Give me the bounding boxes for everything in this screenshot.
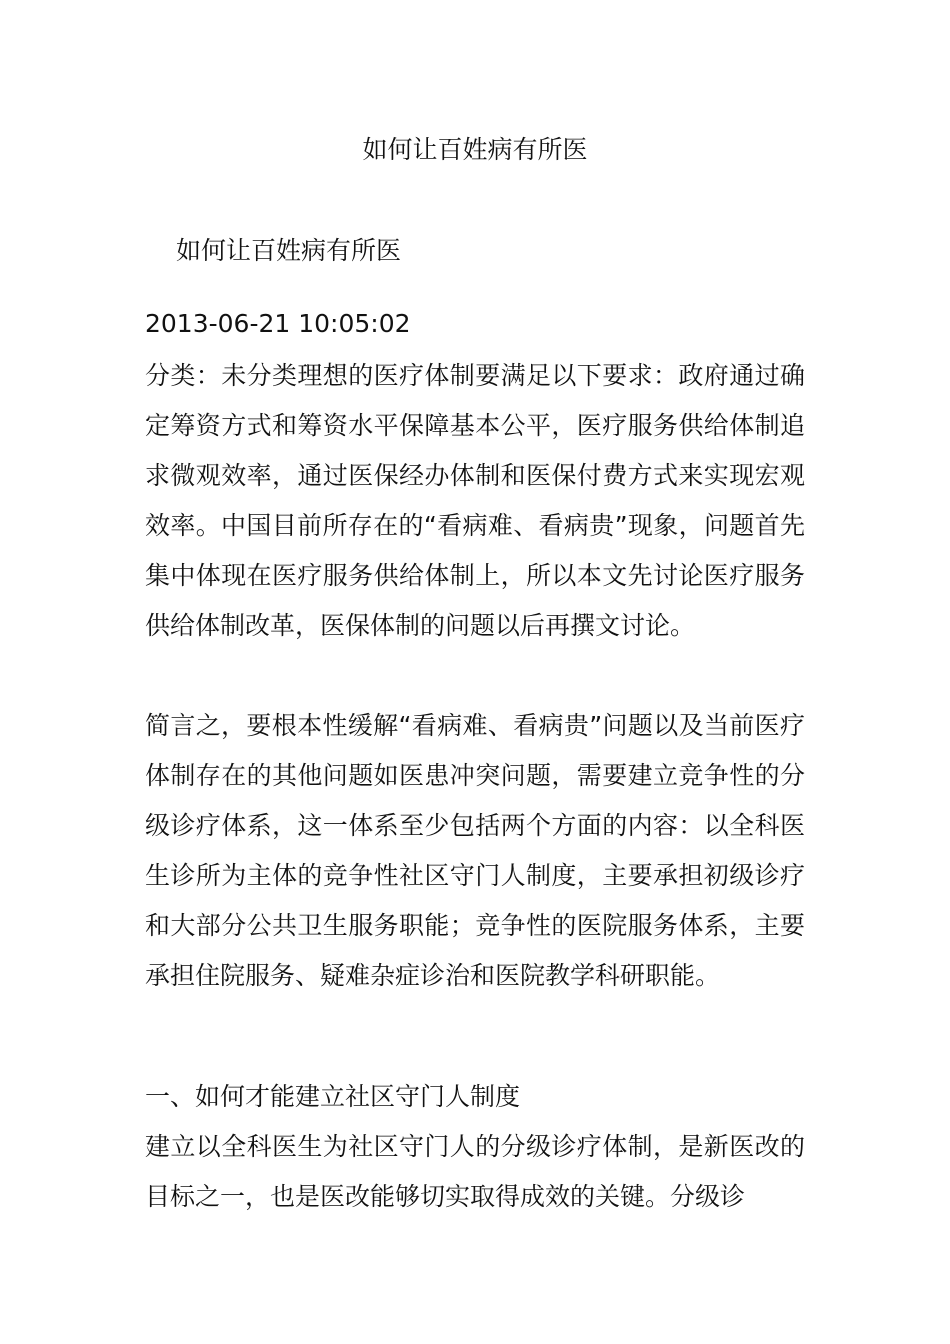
paragraph-summary: 简言之，要根本性缓解“看病难、看病贵”问题以及当前医疗体制存在的其他问题如医患冲突问题，需要建立竞争性的分级诊疗体系，这一体系至少包括两个方面的内容：以全科医生诊所为主体的竞争性社区守门人制度，主要承担初级诊疗和大部分公共卫生服务职能；竞争性的医院服务体系，主要承担住院服务、疑难杂症诊治和医院教学科研职能。 bbox=[145, 711, 805, 990]
paragraph-intro: 分类：未分类理想的医疗体制要满足以下要求：政府通过确定筹资方式和筹资水平保障基本公平，医疗服务供给体制追求微观效率，通过医保经办体制和医保付费方式来实现宏观效率。中国目前所存在的“看病难、看病贵”现象，问题首先集中体现在医疗服务供给体制上，所以本文先讨论医疗服务供给体制改革，医保体制的问题以后再撰文讨论。 bbox=[145, 361, 805, 640]
article-title: 如何让百姓病有所医 bbox=[176, 236, 402, 265]
section-heading: 一、如何才能建立社区守门人制度 bbox=[145, 1082, 521, 1111]
paragraph-section-one: 建立以全科医生为社区守门人的分级诊疗体制，是新医改的目标之一，也是医改能够切实取得成效的关键。分级诊 bbox=[145, 1132, 805, 1211]
document-title: 如何让百姓病有所医 bbox=[362, 135, 588, 164]
publish-timestamp: 2013-06-21 10:05:02 bbox=[145, 309, 411, 338]
